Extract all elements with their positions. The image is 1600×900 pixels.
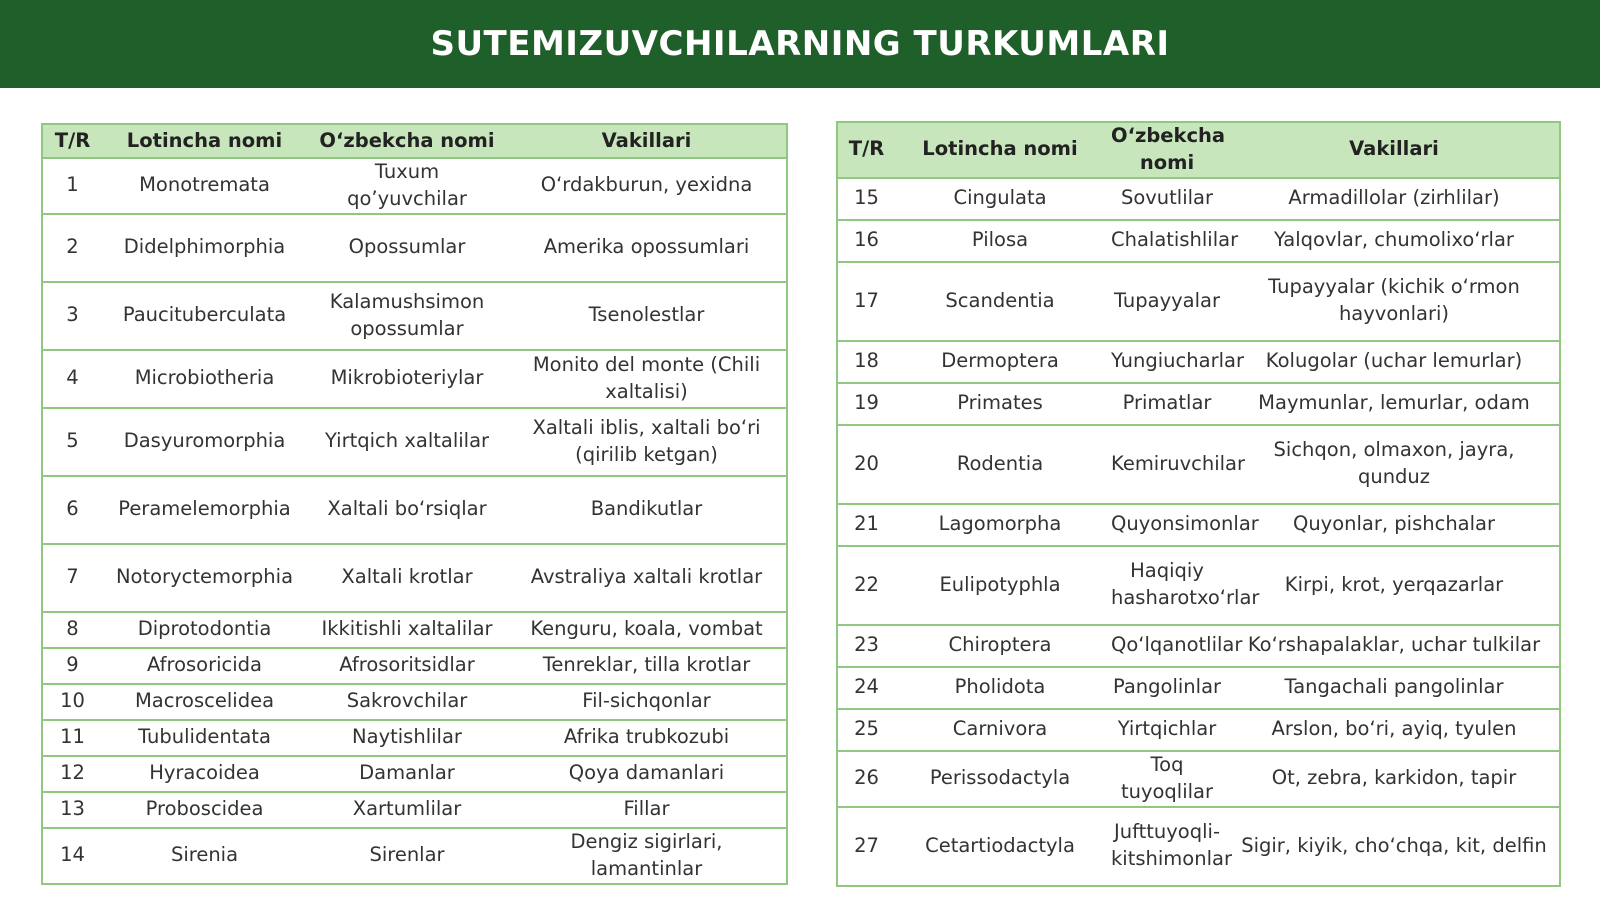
latin-name: Monotremata — [102, 158, 307, 214]
latin-name: Rodentia — [895, 425, 1105, 504]
row-number: 2 — [42, 214, 102, 282]
column-header-latin: Lotincha nomi — [895, 122, 1105, 178]
uzbek-name: Tuxum qo’yuvchilar — [307, 158, 507, 214]
examples: Kirpi, krot, yerqazarlar — [1229, 546, 1560, 625]
table-row — [837, 709, 1560, 751]
uzbek-name: Afrosoritsidlar — [307, 648, 507, 684]
title-banner — [0, 0, 1600, 88]
uzbek-name: Yirtqich xaltalilar — [307, 408, 507, 476]
examples: Fil-sichqonlar — [507, 684, 787, 720]
uzbek-name: Chalatishlilar — [1105, 220, 1229, 262]
row-number: 15 — [837, 178, 895, 220]
latin-name: Cetartiodactyla — [895, 807, 1105, 886]
row-number: 12 — [42, 756, 102, 792]
column-header-examples: Vakillari — [507, 124, 787, 158]
examples: Afrika trubkozubi — [507, 720, 787, 756]
examples: Tenreklar, tilla krotlar — [507, 648, 787, 684]
orders-table-right — [836, 121, 1561, 887]
latin-name: Afrosoricida — [102, 648, 307, 684]
row-number: 8 — [42, 612, 102, 648]
table-row — [837, 383, 1560, 425]
examples: Kolugolar (uchar lemurlar) — [1229, 341, 1560, 383]
table-row — [42, 720, 787, 756]
examples: Arslon, bo‘ri, ayiq, tyulen — [1229, 709, 1560, 751]
table-row — [837, 341, 1560, 383]
row-number: 5 — [42, 408, 102, 476]
uzbek-name: Kemiruvchilar — [1105, 425, 1229, 504]
table-row — [837, 751, 1560, 807]
uzbek-name: Quyonsimonlar — [1105, 504, 1229, 546]
row-number: 4 — [42, 350, 102, 408]
table-row — [42, 408, 787, 476]
examples: Armadillolar (zirhlilar) — [1229, 178, 1560, 220]
table-row — [837, 220, 1560, 262]
uzbek-name: Qo‘lqanotlilar — [1105, 625, 1229, 667]
latin-name: Didelphimorphia — [102, 214, 307, 282]
row-number: 24 — [837, 667, 895, 709]
row-number: 11 — [42, 720, 102, 756]
latin-name: Eulipotyphla — [895, 546, 1105, 625]
latin-name: Lagomorpha — [895, 504, 1105, 546]
table-row — [42, 350, 787, 408]
table-row — [42, 648, 787, 684]
uzbek-name: Yungiucharlar — [1105, 341, 1229, 383]
uzbek-name: Xaltali krotlar — [307, 544, 507, 612]
latin-name: Microbiotheria — [102, 350, 307, 408]
row-number: 18 — [837, 341, 895, 383]
examples: Ot, zebra, karkidon, tapir — [1229, 751, 1560, 807]
table-row — [837, 178, 1560, 220]
latin-name: Paucituberculata — [102, 282, 307, 350]
latin-name: Dasyuromorphia — [102, 408, 307, 476]
table-row — [42, 214, 787, 282]
row-number: 7 — [42, 544, 102, 612]
uzbek-name: Sakrovchilar — [307, 684, 507, 720]
uzbek-name: Naytishlilar — [307, 720, 507, 756]
table-row — [42, 476, 787, 544]
examples: Tupayyalar (kichik o‘rmon hayvonlari) — [1229, 262, 1560, 341]
examples: Sigir, kiyik, cho‘chqa, kit, delfin — [1229, 807, 1560, 886]
column-header-latin: Lotincha nomi — [102, 124, 307, 158]
examples: Avstraliya xaltali krotlar — [507, 544, 787, 612]
table-row — [42, 792, 787, 828]
table-row — [42, 828, 787, 884]
latin-name: Dermoptera — [895, 341, 1105, 383]
row-number: 25 — [837, 709, 895, 751]
latin-name: Pholidota — [895, 667, 1105, 709]
row-number: 22 — [837, 546, 895, 625]
examples: O‘rdakburun, yexidna — [507, 158, 787, 214]
table-row — [837, 625, 1560, 667]
row-number: 13 — [42, 792, 102, 828]
table-row — [837, 262, 1560, 341]
latin-name: Carnivora — [895, 709, 1105, 751]
examples: Sichqon, olmaxon, jayra, qunduz — [1229, 425, 1560, 504]
column-header-examples: Vakillari — [1229, 122, 1560, 178]
row-number: 20 — [837, 425, 895, 504]
uzbek-name: Pangolinlar — [1105, 667, 1229, 709]
latin-name: Primates — [895, 383, 1105, 425]
table-header-row — [42, 124, 787, 158]
uzbek-name: Damanlar — [307, 756, 507, 792]
row-number: 6 — [42, 476, 102, 544]
row-number: 10 — [42, 684, 102, 720]
latin-name: Hyracoidea — [102, 756, 307, 792]
table-row — [837, 807, 1560, 886]
uzbek-name: Opossumlar — [307, 214, 507, 282]
uzbek-name: Toq tuyoqlilar — [1105, 751, 1229, 807]
table-header-row — [837, 122, 1560, 178]
row-number: 27 — [837, 807, 895, 886]
examples: Dengiz sigirlari, lamantinlar — [507, 828, 787, 884]
examples: Xaltali iblis, xaltali bo‘ri (qirilib ketgan) — [507, 408, 787, 476]
latin-name: Peramelemorphia — [102, 476, 307, 544]
row-number: 17 — [837, 262, 895, 341]
uzbek-name: Jufttuyoqli-kitshimonlar — [1105, 807, 1229, 886]
latin-name: Scandentia — [895, 262, 1105, 341]
table-row — [42, 612, 787, 648]
table-row — [837, 504, 1560, 546]
latin-name: Diprotodontia — [102, 612, 307, 648]
row-number: 3 — [42, 282, 102, 350]
examples: Yalqovlar, chumolixo‘rlar — [1229, 220, 1560, 262]
column-header-number: T/R — [42, 124, 102, 158]
row-number: 21 — [837, 504, 895, 546]
examples: Maymunlar, lemurlar, odam — [1229, 383, 1560, 425]
examples: Ko‘rshapalaklar, uchar tulkilar — [1229, 625, 1560, 667]
row-number: 14 — [42, 828, 102, 884]
latin-name: Macroscelidea — [102, 684, 307, 720]
examples: Kenguru, koala, vombat — [507, 612, 787, 648]
page-title: SUTEMIZUVCHILARNING TURKUMLARI — [430, 24, 1170, 64]
uzbek-name: Yirtqichlar — [1105, 709, 1229, 751]
table-row — [837, 425, 1560, 504]
uzbek-name: Haqiqiy hasharotxo‘rlar — [1105, 546, 1229, 625]
table-row — [42, 544, 787, 612]
orders-table-left — [41, 123, 788, 885]
uzbek-name: Sirenlar — [307, 828, 507, 884]
examples: Qoya damanlari — [507, 756, 787, 792]
column-header-uzbek: O‘zbekcha nomi — [1105, 122, 1229, 178]
table-row — [42, 756, 787, 792]
table-row — [42, 158, 787, 214]
column-header-number: T/R — [837, 122, 895, 178]
table-row — [837, 546, 1560, 625]
examples: Tangachali pangolinlar — [1229, 667, 1560, 709]
latin-name: Pilosa — [895, 220, 1105, 262]
uzbek-name: Ikkitishli xaltalilar — [307, 612, 507, 648]
row-number: 23 — [837, 625, 895, 667]
table-row — [42, 282, 787, 350]
uzbek-name: Sovutlilar — [1105, 178, 1229, 220]
examples: Tsenolestlar — [507, 282, 787, 350]
latin-name: Proboscidea — [102, 792, 307, 828]
row-number: 26 — [837, 751, 895, 807]
latin-name: Sirenia — [102, 828, 307, 884]
table-row — [837, 667, 1560, 709]
table-row — [42, 684, 787, 720]
row-number: 1 — [42, 158, 102, 214]
row-number: 16 — [837, 220, 895, 262]
uzbek-name: Xaltali bo‘rsiqlar — [307, 476, 507, 544]
latin-name: Tubulidentata — [102, 720, 307, 756]
examples: Amerika opossumlari — [507, 214, 787, 282]
latin-name: Cingulata — [895, 178, 1105, 220]
uzbek-name: Primatlar — [1105, 383, 1229, 425]
latin-name: Perissodactyla — [895, 751, 1105, 807]
latin-name: Chiroptera — [895, 625, 1105, 667]
uzbek-name: Mikrobioteriylar — [307, 350, 507, 408]
row-number: 9 — [42, 648, 102, 684]
uzbek-name: Kalamushsimon opossumlar — [307, 282, 507, 350]
examples: Quyonlar, pishchalar — [1229, 504, 1560, 546]
uzbek-name: Tupayyalar — [1105, 262, 1229, 341]
uzbek-name: Xartumlilar — [307, 792, 507, 828]
examples: Fillar — [507, 792, 787, 828]
row-number: 19 — [837, 383, 895, 425]
latin-name: Notoryctemorphia — [102, 544, 307, 612]
examples: Monito del monte (Chili xaltalisi) — [507, 350, 787, 408]
column-header-uzbek: O‘zbekcha nomi — [307, 124, 507, 158]
examples: Bandikutlar — [507, 476, 787, 544]
